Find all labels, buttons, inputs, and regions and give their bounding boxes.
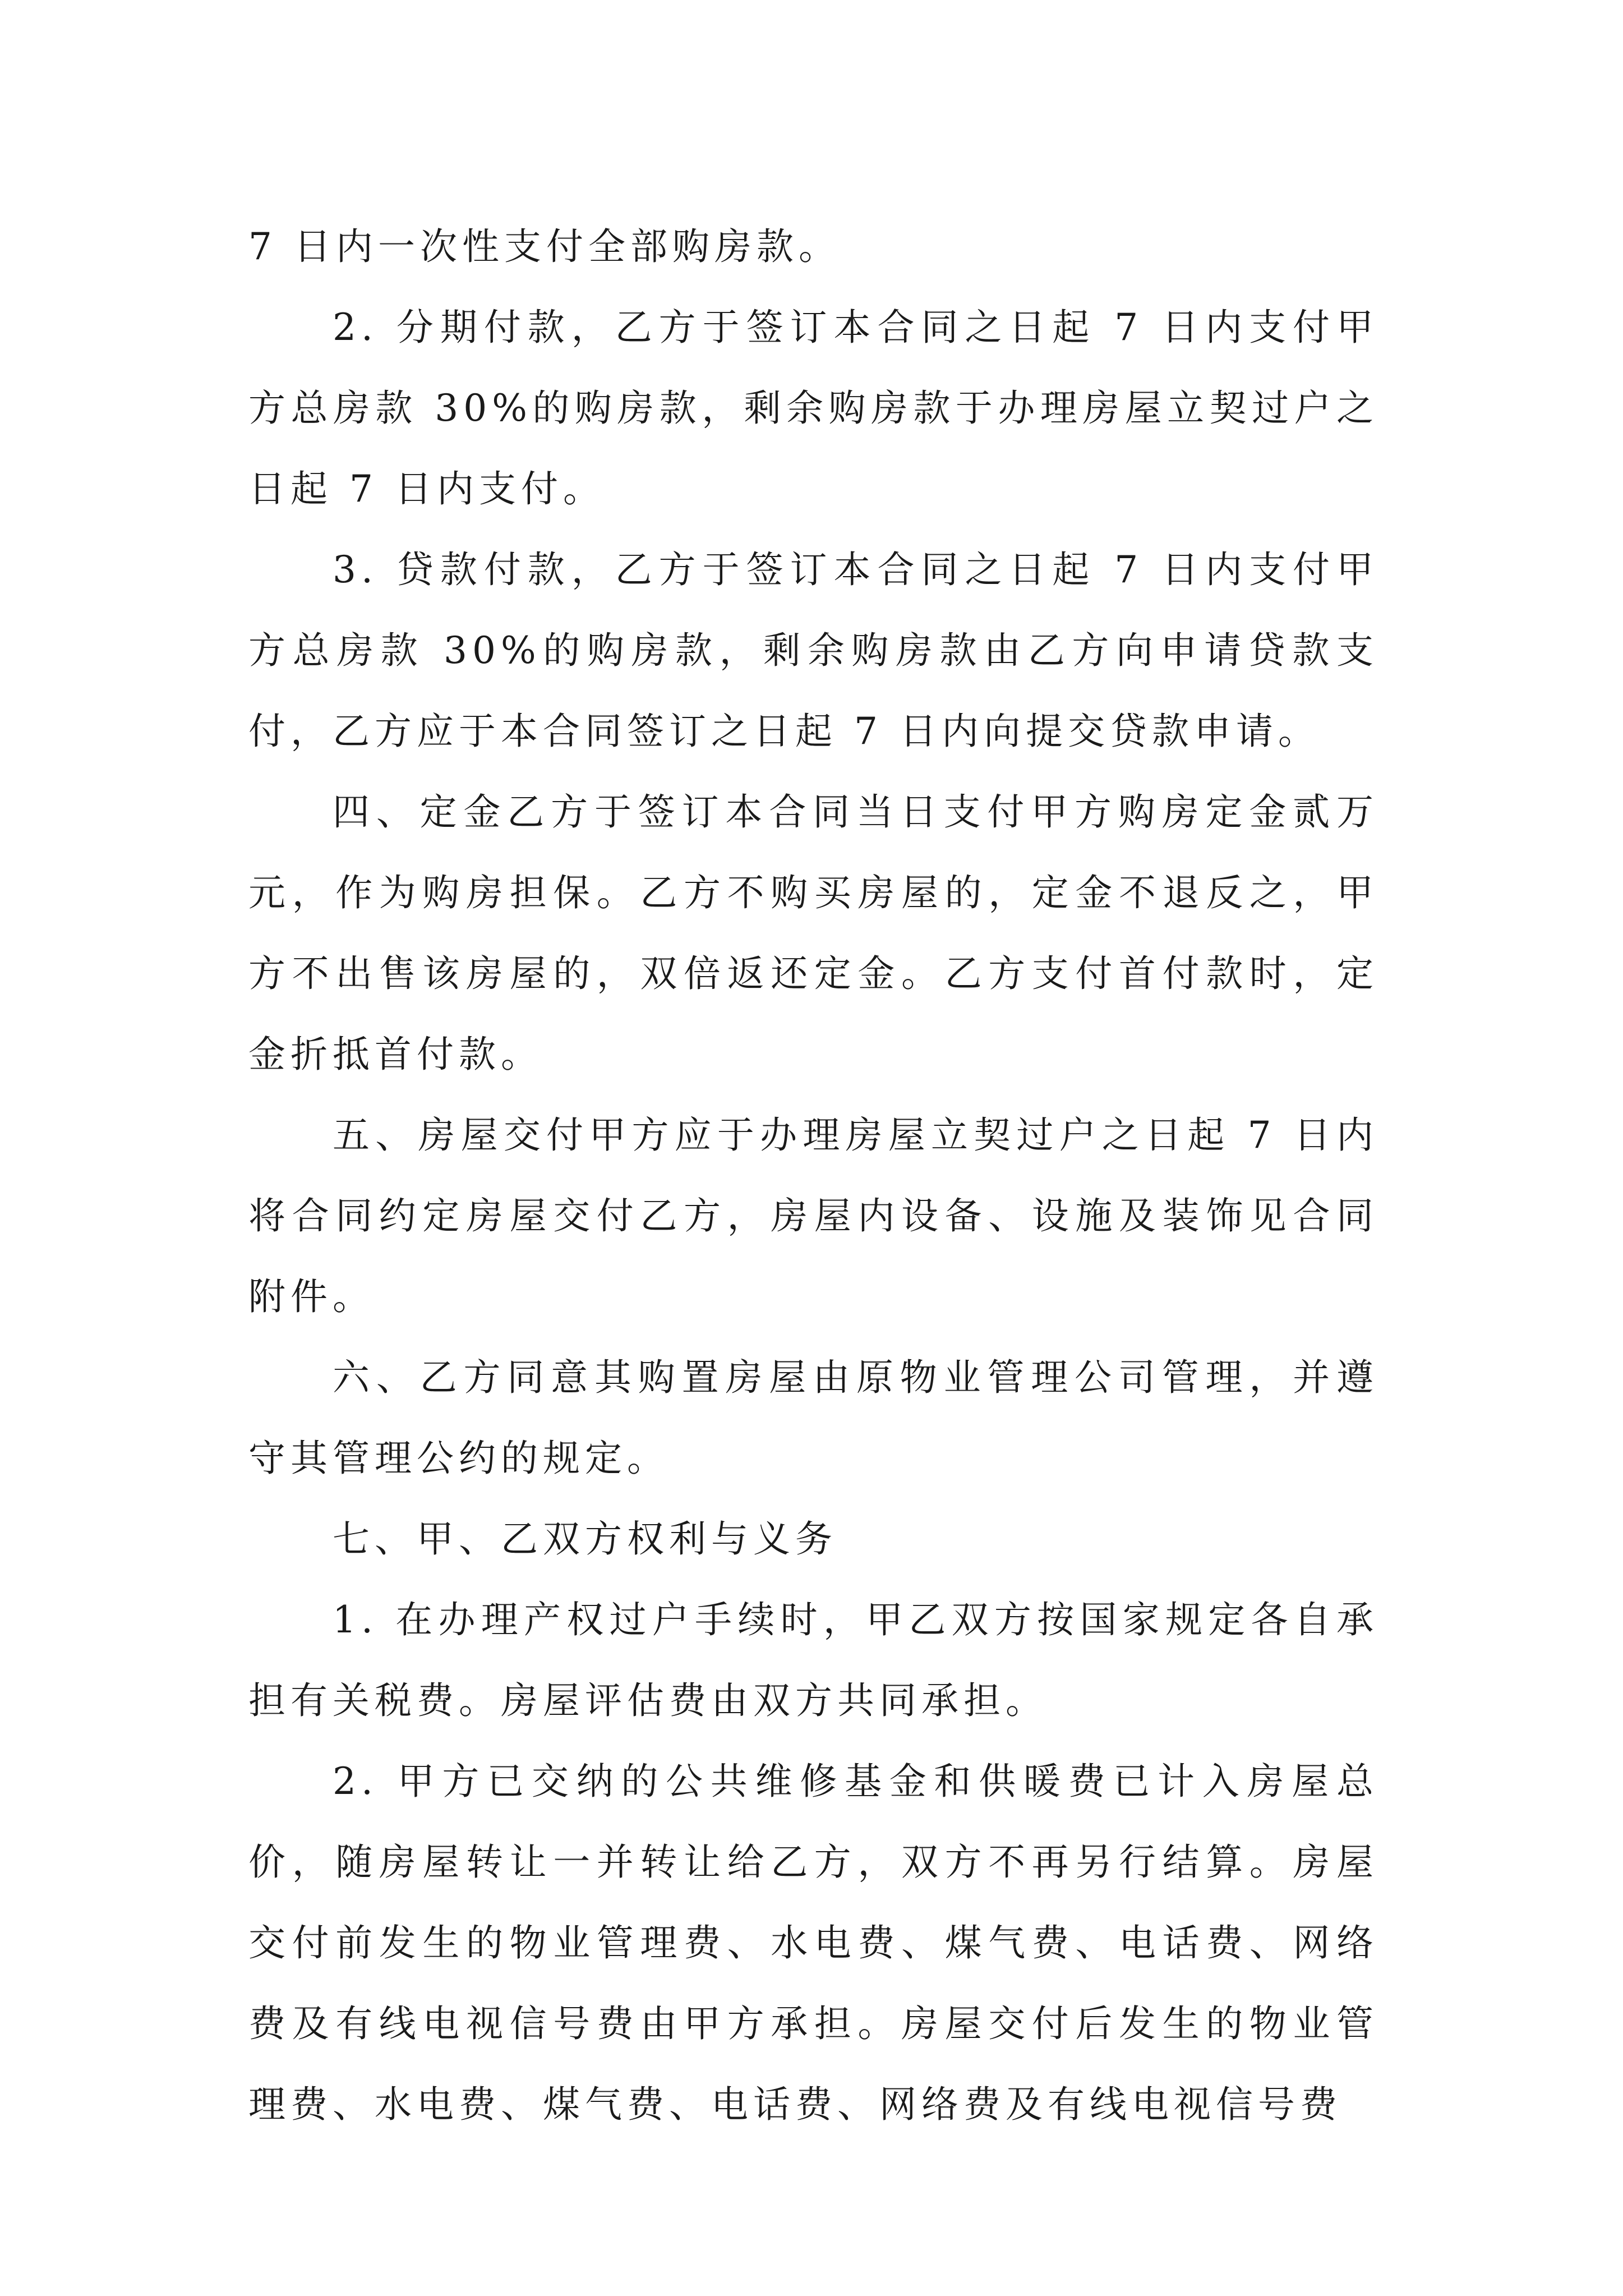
paragraph-house-delivery: 五、房屋交付甲方应于办理房屋立契过户之日起 7 日内将合同约定房屋交付乙方，房屋内设备、设施及装饰见合同附件。 [248,1114,1378,1318]
paragraph-property-management: 六、乙方同意其购置房屋由原物业管理公司管理，并遵守其管理公约的规定。 [248,1356,1378,1480]
document-body [248,206,1378,2145]
paragraph-payment-deadline: 7 日内一次性支付全部购房款。 [248,225,841,268]
paragraph-deposit: 四、定金乙方于签订本合同当日支付甲方购房定金贰万元，作为购房担保。乙方不购买房屋的，定金不退反之，甲方不出售该房屋的，双倍返还定金。乙方支付首付款时，定金折抵首付款。 [248,790,1378,1076]
paragraph-rights-obligations-heading: 七、甲、乙双方权利与义务 [333,1517,837,1561]
paragraph-maintenance-fund: 2. 甲方已交纳的公共维修基金和供暖费已计入房屋总价，随房屋转让一并转让给乙方，双方不再另行结算。房屋交付前发生的物业管理费、水电费、煤气费、电话费、网络费及有线电视信号费由甲方承担。房屋交付后发生的物业管理费、水电费、煤气费、电话费、网络费及有线电视信号费 [248,1760,1378,2126]
paragraph-loan-payment: 3. 贷款付款，乙方于签订本合同之日起 7 日内支付甲方总房款 30%的购房款，剩余购房款由乙方向申请贷款支付，乙方应于本合同签订之日起 7 日内向提交贷款申请。 [248,548,1378,753]
paragraph-installment-payment: 2. 分期付款，乙方于签订本合同之日起 7 日内支付甲方总房款 30%的购房款，剩余购房款于办理房屋立契过户之日起 7 日内支付。 [248,306,1378,510]
paragraph-taxes-fees: 1. 在办理产权过户手续时，甲乙双方按国家规定各自承担有关税费。房屋评估费由双方共同承担。 [248,1598,1378,1722]
